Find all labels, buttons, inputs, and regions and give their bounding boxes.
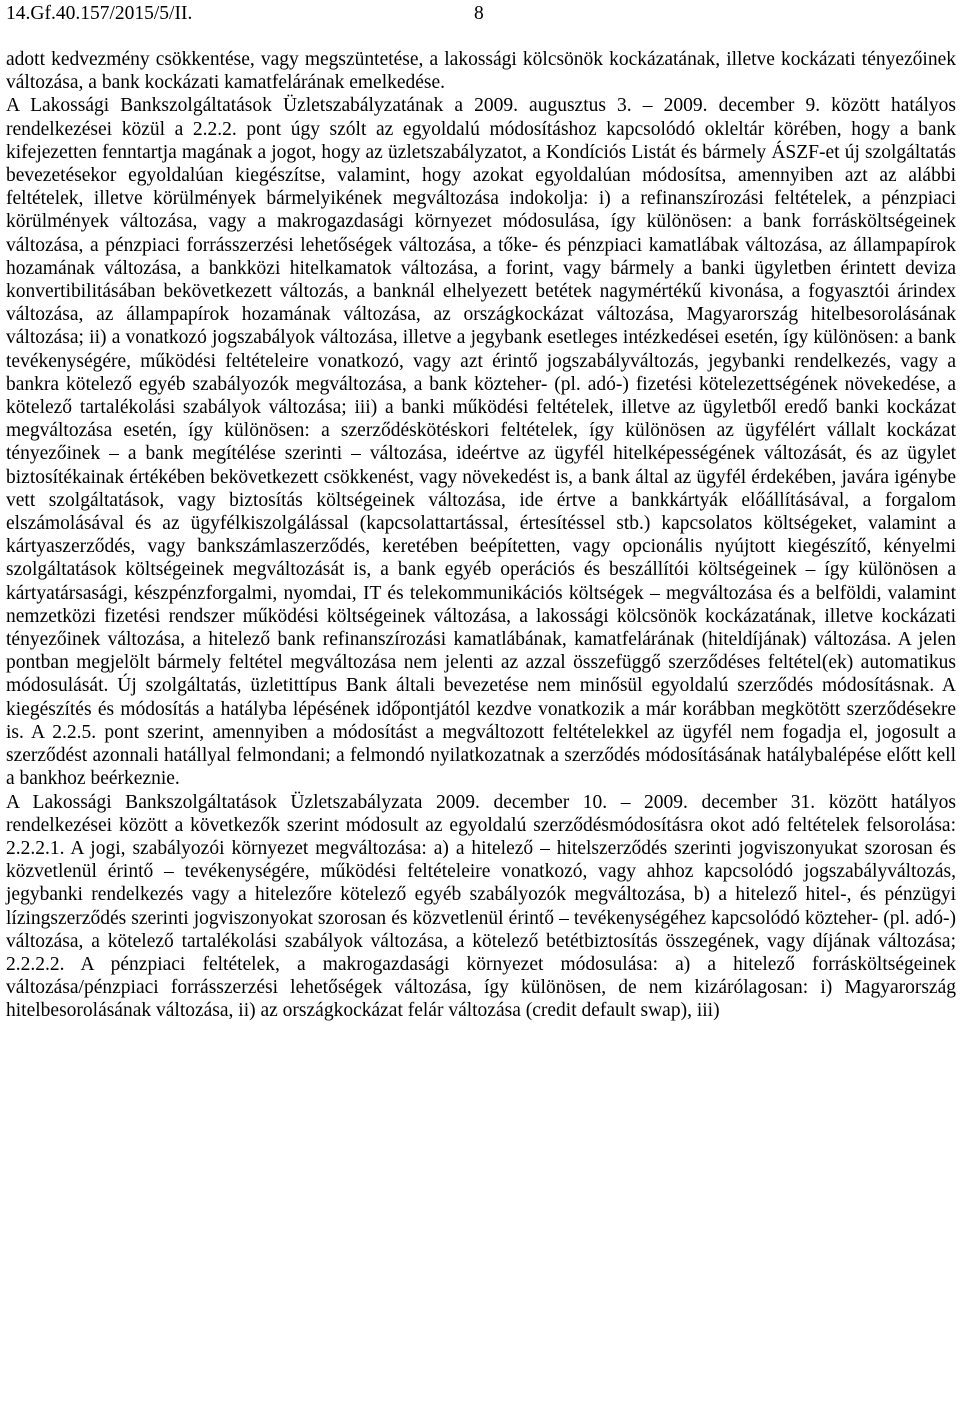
document-body — [6, 48, 956, 1023]
paragraph: A Lakossági Bankszolgáltatások Üzletszabályzatának a 2009. augusztus 3. – 2009. december 9. között hatályos rendelkezései közül a 2.2.2. pont úgy szólt az egyoldalú módosításhoz kapcsolódó okleltár körében, hogy a bank kifejezetten fenntartja magának a jogot, hogy az üzletszabályzatot, a Kondíciós Listát és bármely ÁSZF-et új szolgáltatás bevezetésekor egyoldalúan kiegészítse, valamint, hogy azokat egyoldalúan módosítsa, amennyiben azt az alábbi feltételek, illetve körülmények bármelyikének megváltozása indokolja: i) a refinanszírozási feltételek, a pénzpiaci körülmények változása, vagy a makrogazdasági környezet módosulása, így különösen: a bank forrásköltségeinek változása, a pénzpiaci forrásszerzési lehetőségek változása, a tőke- és pénzpiaci kamatlábak változása, az állampapírok hozamának változása, a bankközi hitelkamatok változása, a forint, vagy bármely a banki ügyletben érintett deviza konvertibilitásában bekövetkezett változás, a banknál elhelyezett betétek nagymértékű kivonása, a fogyasztói árindex változása, az állampapírok hozamának változása, az országkockázat változása, Magyarország hitelbesorolásának változása; ii) a vonatkozó jogszabályok változása, illetve a jegybank esetleges intézkedései esetén, így különösen: a bank tevékenységére, működési feltételeire vonatkozó, vagy azt érintő jogszabályváltozás, jegybanki rendelkezés, vagy a bankra kötelező egyéb szabályozók megváltozása, a bank közteher- (pl. adó-) fizetési kötelezettségének növekedése, a kötelező tartalékolási szabályok változása; iii) a banki működési feltételek, illetve az ügyletből eredő banki kockázat megváltozása esetén, így különösen: a szerződéskötéskori feltételek, így különösen az ügyfélért vállalt kockázat tényezőinek – a bank megítélése szerinti – változása, ideértve az ügyfél hitelképességének változását, és az ügylet biztosítékainak értékében bekövetkezett csökkenést, vagy növekedést is, a bank által az ügyfél érdekében, javára igénybe vett szolgáltatások, vagy biztosítás költségeinek változása, ide értve a bankkártyák előállításával, a forgalom elszámolásával és az ügyfélkiszolgálással (kapcsolattartással, értesítéssel stb.) kapcsolatos költségeket, valamint a kártyaszerződés, vagy bankszámlaszerződés, keretében beépítetten, vagy opcionális nyújtott kiegészítő, kényelmi szolgáltatások költségeinek megváltozását is, a bank egyéb operációs és beszállítói költségeinek – így különösen a kártyatársasági, készpénzforgalmi, nyomdai, IT és telekommunikációs költségek – megváltozása és a belföldi, valamint nemzetközi fizetési rendszer működési költségeinek változása, a lakossági kölcsönök kockázatának, illetve kockázati tényezőinek változása, a hitelező bank refinanszírozási kamatlábának, kamatfelárának (hiteldíjának) változása. A jelen pontban megjelölt bármely feltétel megváltozása nem jelenti az azzal összefüggő szerződéses feltétel(ek) automatikus módosulását. Új szolgáltatás, üzletittípus Bank általi bevezetése nem minősül egyoldalú szerződés módosításnak. A kiegészítés és módosítás a hatályba lépésének időpontjától kezdve vonatkozik a már korábban megkötött szerződésekre is. A 2.2.5. pont szerint, amennyiben a módosítást a megváltozott feltételekkel az ügyfél nem fogadja el, jogosult a szerződést azonnali hatállyal felmondani; a felmondó nyilatkozatnak a szerződés módosításának hatálybalépése előtt kell a bankhoz beérkeznie. — [6, 95, 956, 790]
paragraph: adott kedvezmény csökkentése, vagy megszüntetése, a lakossági kölcsönök kockázatának, illetve kockázati tényezőinek változása, a bank kockázati kamatfelárának emelkedése. — [6, 49, 956, 94]
page-header — [6, 0, 956, 28]
page-number: 8 — [474, 3, 484, 24]
case-reference-number: 14.Gf.40.157/2015/5/II. — [6, 3, 193, 24]
paragraph: A Lakossági Bankszolgáltatások Üzletszabályzata 2009. december 10. – 2009. december 31. között hatályos rendelkezései között a következők szerint módosult az egyoldalú szerződésmódosításra okot adó feltételek felsorolása: 2.2.2.1. A jogi, szabályozói környezet megváltozása: a) a hitelező – hitelszerződés szerinti jogviszonyukat szorosan és közvetlenül érintő – tevékenységére, működési feltételeire vonatkozó, vagy ahhoz kapcsolódó jogszabályváltozás, jegybanki rendelkezés vagy a hitelezőre kötelező egyéb szabályozók megváltozása, b) a hitelező hitel-, és pénzügyi lízingszerződés szerinti jogviszonyokat szorosan és közvetlenül érintő – tevékenységéhez kapcsolódó közteher- (pl. adó-) változása, a kötelező tartalékolási szabályok változása, a kötelező betétbiztosítás összegének, vagy díjának változása; 2.2.2.2. A pénzpiaci feltételek, a makrogazdasági környezet módosulása: a) a hitelező forrásköltségeinek változása/pénzpiaci forrásszerzési lehetőségek változása, így különösen, de nem kizárólagosan: i) Magyarország hitelbesorolásának változása, ii) az országkockázat felár változása (credit default swap), iii) — [6, 791, 956, 1022]
document-page — [6, 0, 956, 1023]
